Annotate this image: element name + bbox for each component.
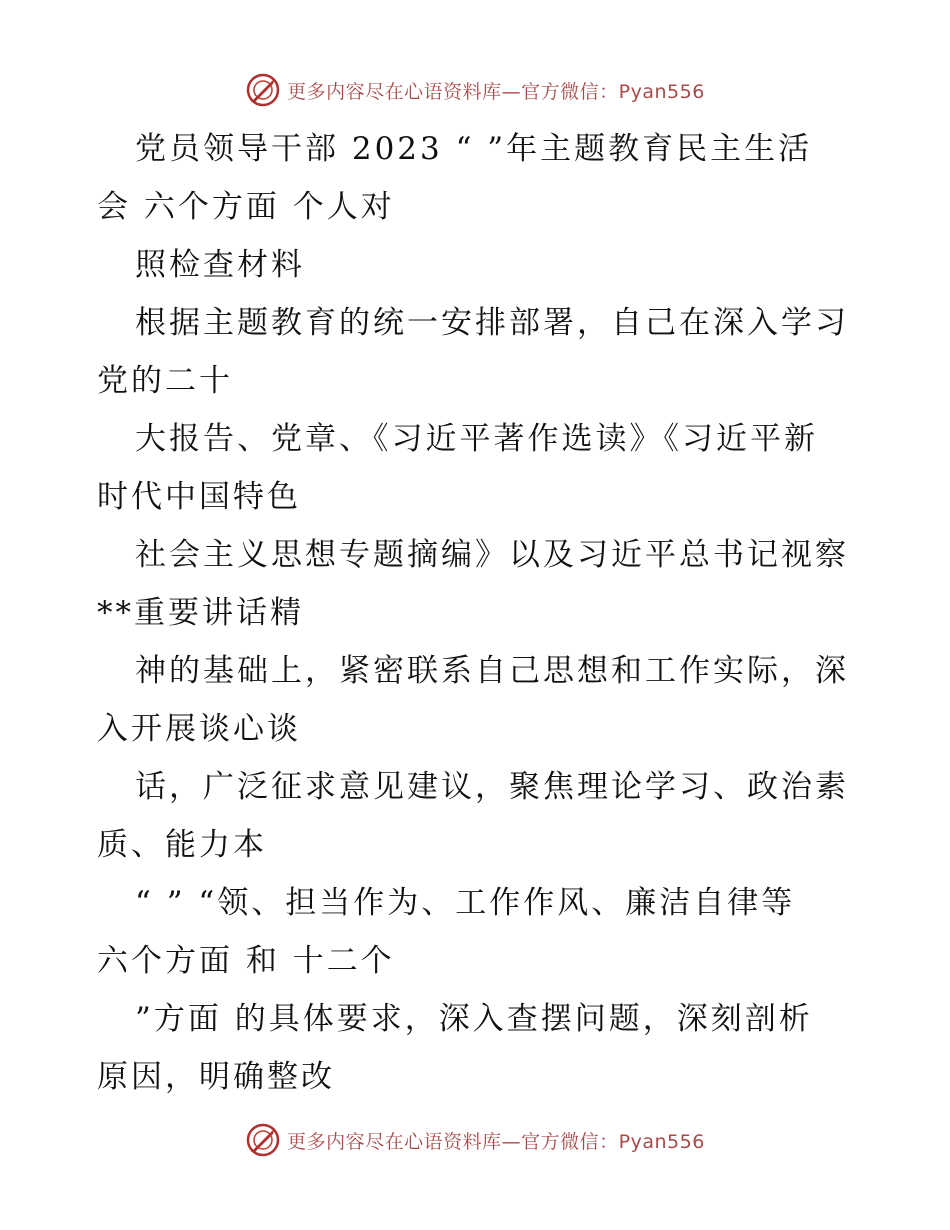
body-line: 社会主义思想专题摘编》以及习近平总书记视察 [135, 537, 849, 573]
body-line: 党员领导干部 2023 “ ”年主题教育民主生活 [135, 131, 813, 167]
watermark-text: 更多内容尽在心语资料库—官方微信：Pyan556 [287, 1130, 705, 1153]
body-line: 照检查材料 [135, 247, 305, 283]
body-line: **重要讲话精 [97, 595, 304, 631]
body-line: “ ” “领、担当作为、工作作风、廉洁自律等 [135, 885, 796, 921]
body-line: 根据主题教育的统一安排部署，自己在深入学习 [135, 305, 849, 341]
body-line: 话，广泛征求意见建议，聚焦理论学习、政治素 [135, 769, 849, 805]
body-line: 原因，明确整改 [97, 1059, 335, 1095]
body-line: 大报告、党章、《习近平著作选读》《习近平新 [135, 421, 818, 457]
pen-logo-icon [245, 1122, 281, 1158]
body-line: 入开展谈心谈 [97, 711, 301, 747]
body-line: 六个方面 和 十二个 [97, 943, 395, 979]
body-line: 神的基础上，紧密联系自己思想和工作实际，深 [135, 653, 849, 689]
pen-logo-icon [245, 72, 281, 108]
body-line: 时代中国特色 [97, 479, 301, 515]
body-line: 质、能力本 [97, 827, 267, 863]
body-line: 会 六个方面 个人对 [97, 189, 395, 225]
header-watermark [0, 68, 950, 112]
document-body [97, 120, 857, 1106]
footer-watermark [0, 1118, 950, 1162]
watermark-text: 更多内容尽在心语资料库—官方微信：Pyan556 [287, 80, 705, 103]
body-line: ”方面 的具体要求，深入查摆问题，深刻剖析 [135, 1001, 813, 1037]
body-line: 党的二十 [97, 363, 233, 399]
